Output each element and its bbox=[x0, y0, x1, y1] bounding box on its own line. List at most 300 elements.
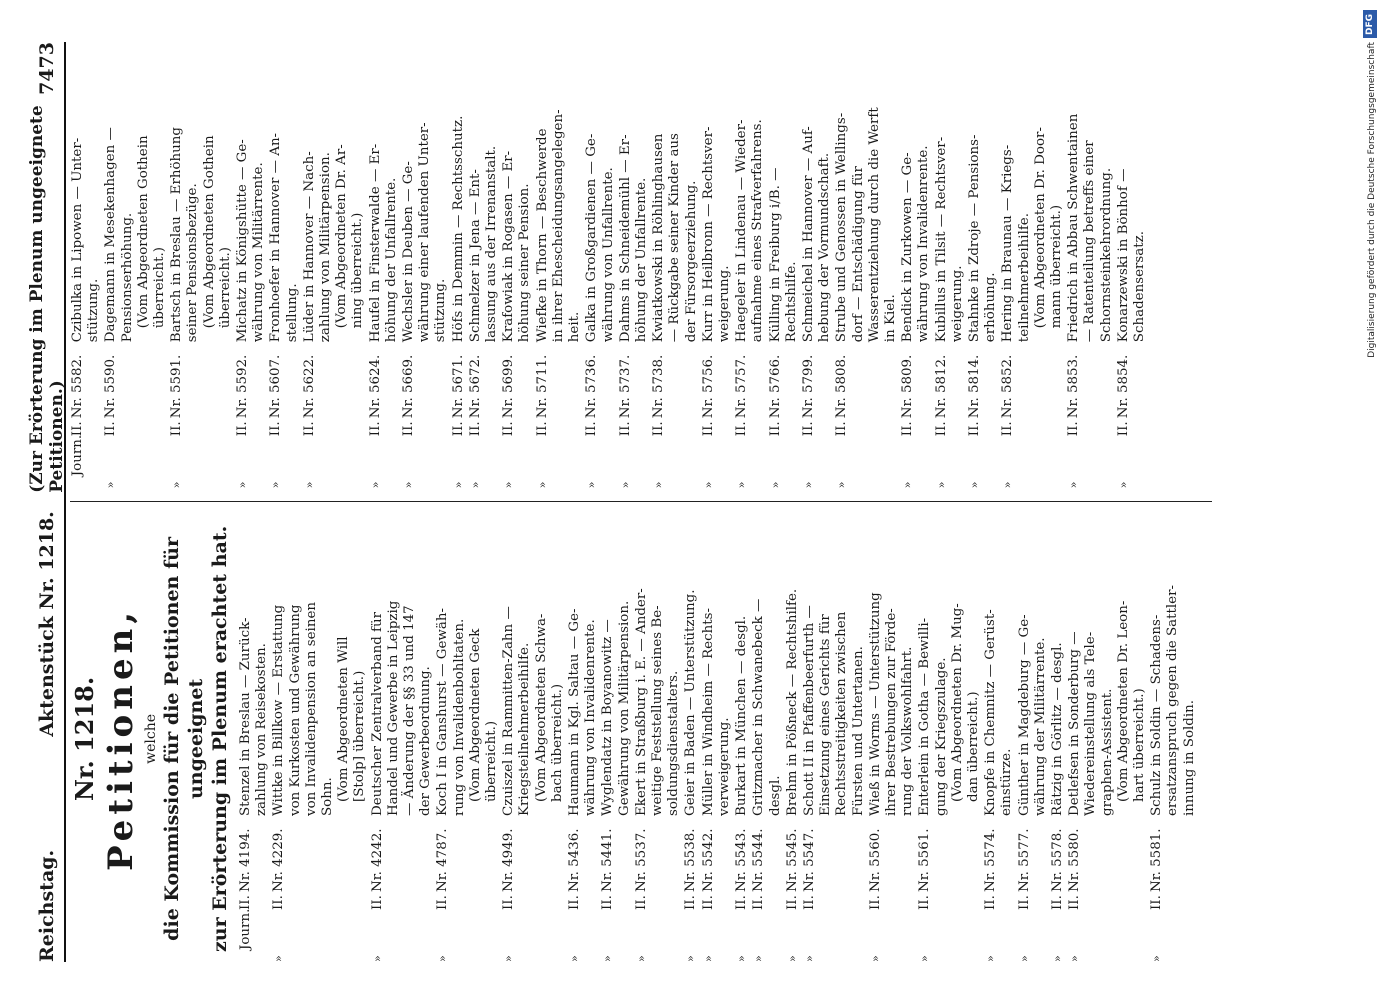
petition-entry bbox=[917, 516, 982, 962]
petition-line: Handel und Gewerbe in Leipzig bbox=[385, 600, 401, 816]
petition-text bbox=[900, 42, 932, 342]
petition-line: stützung. bbox=[433, 278, 449, 343]
journal-label bbox=[768, 436, 800, 476]
petition-entry bbox=[634, 516, 683, 962]
petition-line: Schadensersatz. bbox=[1132, 231, 1147, 343]
petition-entry bbox=[103, 42, 168, 488]
petition-entry bbox=[501, 516, 566, 962]
digitization-note: Digitalisierung gefördert durch die Deutsche Forschungsgemeinschaft bbox=[1367, 42, 1377, 358]
petition-entry bbox=[785, 516, 801, 962]
petition-text bbox=[1149, 516, 1198, 816]
journal-volume: II. bbox=[784, 895, 800, 910]
ditto-mark bbox=[70, 476, 102, 488]
petition-line: Kurr in Heilbronn — Rechtsver- bbox=[700, 126, 716, 343]
journal-volume: II. bbox=[617, 421, 633, 437]
petition-number: Nr. 5854. bbox=[1115, 354, 1131, 419]
petition-line: Krafowiak in Rogasen — Er- bbox=[501, 150, 517, 343]
petition-line: Czuiszel in Rammitten-Zahn — bbox=[501, 606, 517, 816]
petition-line: Strube und Genossen in Wellings- bbox=[834, 112, 850, 343]
petition-text bbox=[967, 42, 999, 342]
journal-label bbox=[1116, 436, 1148, 476]
petition-text bbox=[983, 516, 1015, 816]
journal-volume: II. bbox=[501, 895, 517, 910]
petition-number: Nr. 5607. bbox=[268, 354, 284, 419]
petition-line: Pensionserhöhung. bbox=[119, 212, 135, 343]
petition-line: in Kiel. bbox=[882, 294, 898, 343]
journal-label bbox=[734, 910, 750, 950]
petition-number: Nr. 5590. bbox=[103, 354, 119, 419]
petition-entry bbox=[169, 42, 234, 488]
journal-label bbox=[535, 436, 584, 476]
petition-text bbox=[802, 516, 867, 816]
ditto-mark: » bbox=[502, 955, 516, 962]
petition-line: Rechtshilfe. bbox=[783, 261, 799, 343]
petition-entry bbox=[70, 42, 102, 488]
header-aktenstueck: Aktenstück Nr. 1218. bbox=[36, 511, 58, 737]
petition-number: Nr. 5669. bbox=[401, 354, 417, 419]
petition-line: graphen-Assistent. bbox=[1099, 688, 1115, 816]
ditto-mark: » bbox=[735, 955, 749, 962]
petition-text bbox=[934, 42, 966, 342]
petition-text bbox=[370, 516, 435, 816]
journal-volume: II. bbox=[1000, 421, 1016, 437]
ditto-mark: » bbox=[1116, 481, 1130, 489]
petition-line: Wittke in Billkow — Erstattung bbox=[271, 604, 287, 816]
petition-line: teilnehmerbeihilfe. bbox=[1016, 213, 1032, 343]
petition-entry bbox=[368, 42, 400, 488]
journal-label bbox=[1000, 436, 1065, 476]
petition-number: Nr. 4229. bbox=[271, 828, 287, 892]
ditto-mark: » bbox=[802, 955, 816, 962]
journal-volume: II. bbox=[1115, 421, 1131, 437]
journal-label bbox=[651, 436, 700, 476]
ditto-mark: » bbox=[768, 481, 782, 489]
petition-presenter: hart überreicht.) bbox=[1131, 688, 1147, 802]
petition-number: Nr. 5582. bbox=[70, 354, 85, 419]
petition-line: Gritzmacher in Schwanebeck — bbox=[751, 598, 767, 816]
journal-volume: II. bbox=[271, 895, 287, 910]
petition-line: währung von Invalidenrente. bbox=[583, 619, 599, 816]
petition-number: Nr. 5542. bbox=[700, 828, 716, 892]
petition-number: Nr. 5591. bbox=[169, 354, 185, 419]
journal-volume: II. bbox=[401, 421, 417, 437]
journal-label bbox=[983, 910, 1015, 950]
petition-entry bbox=[701, 42, 733, 488]
petition-entry bbox=[802, 516, 867, 962]
petition-text bbox=[535, 42, 584, 342]
digitization-sidebar bbox=[1359, 10, 1379, 390]
petition-presenter: (Vom Abgeordneten Gothein bbox=[135, 135, 151, 329]
petition-line: Wiefke in Thorn — Beschwerde bbox=[534, 128, 550, 343]
petition-presenter: (Vom Abgeordneten Geck bbox=[467, 628, 483, 802]
petition-text bbox=[801, 42, 833, 342]
petition-line: Geier in Baden — Unterstützung. bbox=[683, 589, 699, 816]
petition-number: Nr. 5672. bbox=[467, 354, 483, 419]
petition-line: Michatz in Königshütte — Ge- bbox=[235, 139, 251, 343]
journal-label bbox=[501, 436, 533, 476]
journal-label bbox=[1067, 910, 1148, 950]
ditto-mark: » bbox=[901, 481, 915, 489]
journal-volume: II. bbox=[933, 421, 949, 437]
journal-volume: II. bbox=[966, 421, 982, 437]
journal-volume: II. bbox=[501, 421, 517, 437]
petition-line: Konarzewski in Bönhof — bbox=[1115, 168, 1131, 343]
petition-line: Wyglendatz in Boyanowitz — bbox=[600, 619, 616, 816]
ditto-mark: » bbox=[1017, 955, 1031, 962]
document-welche: welche bbox=[143, 713, 159, 764]
petition-entry bbox=[683, 516, 699, 962]
petition-line: währung von Invalidenrente. bbox=[916, 145, 932, 343]
petition-line: Rätzig in Görlitz — desgl. bbox=[1049, 642, 1065, 816]
petition-number: Nr. 5436. bbox=[567, 828, 583, 892]
petition-text bbox=[1067, 516, 1148, 816]
petition-line: Detlefsen in Sonderburg — bbox=[1067, 631, 1083, 816]
ditto-mark bbox=[238, 950, 270, 962]
dfg-logo: DFG bbox=[1363, 10, 1377, 38]
petition-number: Nr. 5441. bbox=[600, 828, 616, 892]
petition-text bbox=[435, 516, 500, 816]
petition-text bbox=[584, 42, 616, 342]
petition-entry bbox=[370, 516, 435, 962]
petition-number: Nr. 5799. bbox=[800, 354, 816, 419]
ditto-mark: » bbox=[272, 955, 286, 962]
journal-label bbox=[235, 436, 267, 476]
petition-number: Nr. 5808. bbox=[834, 354, 850, 419]
journal-volume: II. bbox=[1049, 895, 1065, 910]
journal-label bbox=[368, 436, 400, 476]
journal-volume: II. bbox=[1066, 421, 1082, 437]
petition-entry bbox=[768, 42, 800, 488]
petition-text bbox=[70, 42, 102, 342]
petition-line: innung in Soldin. bbox=[1181, 699, 1197, 816]
journal-label bbox=[302, 436, 367, 476]
journal-label bbox=[501, 910, 566, 950]
petition-text bbox=[751, 516, 783, 816]
petition-line: Brehm in Pößneck — Rechtshilfe. bbox=[784, 588, 800, 816]
petition-number: Nr. 5538. bbox=[683, 828, 699, 892]
petition-entry bbox=[468, 42, 500, 488]
petition-line: Galka in Großgardienen — Ge- bbox=[584, 133, 600, 343]
journal-volume: II. bbox=[1149, 895, 1165, 910]
journal-label bbox=[271, 910, 368, 950]
petition-line: währung der Militärrente. bbox=[1032, 637, 1048, 816]
petition-line: desgl. bbox=[767, 775, 783, 816]
petition-text bbox=[634, 516, 683, 816]
petition-line: von Invalidenpension an seinen bbox=[303, 602, 319, 816]
petition-number: Nr. 5736. bbox=[584, 354, 600, 419]
petition-entry bbox=[268, 42, 300, 488]
journal-volume: II. bbox=[169, 421, 185, 437]
petition-text bbox=[271, 516, 368, 816]
petition-entry bbox=[435, 516, 500, 962]
petition-line: Sohn. bbox=[320, 777, 336, 816]
petition-number: Nr. 5537. bbox=[633, 828, 649, 892]
journal-label bbox=[868, 910, 917, 950]
petition-line: währung von Militärrente. bbox=[251, 162, 267, 343]
petition-line: Schmelzer in Jena — Ent- bbox=[467, 169, 483, 343]
petition-entry bbox=[701, 516, 733, 962]
journal-volume: II. bbox=[238, 895, 253, 910]
petition-line: Friedrich in Abbau Schwentainen bbox=[1066, 113, 1082, 343]
petition-presenter: überreicht.) bbox=[152, 247, 168, 329]
journal-volume: II. bbox=[584, 421, 600, 437]
journal-volume: II. bbox=[369, 895, 385, 910]
petition-presenter: (Vom Abgeordneten Schwa- bbox=[533, 613, 549, 802]
document-heading: Petitionen, bbox=[101, 606, 141, 871]
petition-line: Külling in Freiburg i/B. — bbox=[767, 167, 783, 343]
petition-line: Stahnke in Zdroje — Pensions- bbox=[966, 134, 982, 343]
petition-presenter: (Vom Abgeordneten Will bbox=[336, 636, 352, 802]
petition-line: verweigerung. bbox=[716, 717, 732, 816]
journal-volume: II. bbox=[567, 895, 583, 910]
petition-number: Nr. 4194. bbox=[238, 828, 253, 892]
ditto-mark: » bbox=[535, 481, 549, 489]
ditto-mark: » bbox=[634, 955, 648, 962]
petition-presenter: bach überreicht.) bbox=[549, 683, 565, 802]
petition-entry bbox=[451, 42, 467, 488]
petition-line: Schornsteinkehrordnung. bbox=[1098, 167, 1114, 343]
ditto-mark: » bbox=[984, 955, 998, 962]
petition-text bbox=[567, 516, 599, 816]
petition-text bbox=[1066, 42, 1115, 342]
petition-text bbox=[368, 42, 400, 342]
journal-volume: II. bbox=[450, 421, 466, 437]
petition-entry bbox=[1017, 516, 1049, 962]
petition-line: Fronhoefer in Hannover — An- bbox=[268, 132, 284, 343]
journal-label bbox=[701, 436, 733, 476]
petition-number: Nr. 5757. bbox=[734, 354, 750, 419]
journal-label bbox=[751, 910, 783, 950]
petition-number: Nr. 5852. bbox=[1000, 354, 1016, 419]
journal-volume: II. bbox=[867, 895, 883, 910]
petition-line: Bendick in Zurkowen — Ge- bbox=[900, 152, 916, 343]
petition-entry bbox=[651, 42, 700, 488]
ditto-mark: » bbox=[801, 481, 815, 489]
ditto-mark: » bbox=[402, 481, 416, 489]
petition-presenter: (Vom Abgeordneten Gothein bbox=[201, 135, 217, 329]
ditto-mark: » bbox=[701, 955, 715, 962]
journal-volume: II. bbox=[651, 421, 667, 437]
ditto-mark: » bbox=[752, 955, 766, 962]
ditto-mark: » bbox=[735, 481, 749, 489]
ditto-mark: » bbox=[568, 955, 582, 962]
petition-number: Nr. 5812. bbox=[933, 354, 949, 419]
page-header bbox=[27, 42, 67, 962]
petition-line: Schott II in Pfaffenbeerfurth — bbox=[801, 605, 817, 816]
journal-volume: II. bbox=[367, 421, 383, 437]
petition-entry bbox=[302, 42, 367, 488]
journal-volume: II. bbox=[1067, 895, 1083, 910]
petition-text bbox=[768, 42, 800, 342]
petition-entry bbox=[1066, 42, 1115, 488]
petition-line: Dahms in Schneidemühl — Er- bbox=[617, 134, 633, 343]
petition-line: ihrer Bestrebungen zur Förde- bbox=[883, 608, 899, 816]
journal-label bbox=[967, 436, 999, 476]
petition-line: Lüder in Hannover — Nach- bbox=[301, 151, 317, 343]
petition-number: Nr. 5581. bbox=[1149, 828, 1165, 892]
petition-line: von Kurkosten und Gewährung bbox=[287, 604, 303, 816]
petition-number: Nr. 5738. bbox=[651, 354, 667, 419]
ditto-mark: » bbox=[1067, 481, 1081, 489]
journal-volume: II. bbox=[534, 421, 550, 437]
petition-line: Schmeichel in Hannover — Auf- bbox=[800, 126, 816, 343]
petition-line: zahlung von Militärpension. bbox=[318, 152, 334, 343]
journal-label bbox=[802, 910, 867, 950]
ditto-mark: » bbox=[302, 481, 316, 489]
petition-presenter: (Vom Abgeordneten Dr. Ar- bbox=[334, 144, 350, 329]
petition-number: Nr. 5545. bbox=[784, 828, 800, 892]
journal-volume: II. bbox=[103, 421, 119, 437]
petition-line: zahlung von Reisekosten. bbox=[254, 643, 270, 816]
petition-line: Koch I in Ganshurst — Gewäh- bbox=[435, 608, 451, 816]
ditto-mark: » bbox=[1050, 955, 1064, 962]
journal-label bbox=[1066, 436, 1115, 476]
petition-number: Nr. 5766. bbox=[767, 354, 783, 419]
journal-label bbox=[618, 436, 650, 476]
petition-text bbox=[103, 42, 168, 342]
petition-text bbox=[734, 42, 766, 342]
petition-line: Haegeler in Lindenau — Wieder- bbox=[734, 119, 750, 343]
petition-text bbox=[235, 42, 267, 342]
header-reichstag: Reichstag. bbox=[36, 849, 58, 962]
petition-text bbox=[734, 516, 750, 816]
petition-text bbox=[501, 516, 566, 816]
petition-line: Stenzel in Breslau — Zurück- bbox=[238, 617, 253, 816]
journal-label bbox=[734, 436, 766, 476]
journal-label bbox=[1050, 910, 1066, 950]
journal-volume: II. bbox=[800, 421, 816, 437]
petition-line: Kwiatkowski in Röhlinghausen bbox=[651, 133, 667, 343]
petition-line: höhung der Unfallrente. bbox=[633, 177, 649, 343]
journal-label bbox=[785, 910, 801, 950]
ditto-mark: » bbox=[236, 481, 250, 489]
journal-volume: II. bbox=[683, 895, 699, 910]
petition-line: weigerung. bbox=[949, 265, 965, 343]
petition-number: Nr. 5756. bbox=[700, 354, 716, 419]
petition-number: Nr. 5699. bbox=[501, 354, 517, 419]
petition-line: Wieß in Worms — Unterstützung bbox=[867, 592, 883, 816]
petition-line: dorf — Entschädigung für bbox=[850, 166, 866, 343]
petition-line: der Gewerbeordnung. bbox=[418, 666, 434, 816]
journal-label bbox=[683, 910, 699, 950]
petition-entry bbox=[501, 42, 533, 488]
petition-line: Czibulka in Lipowen — Unter- bbox=[70, 137, 85, 343]
petition-text bbox=[451, 42, 467, 342]
ditto-mark: » bbox=[1068, 955, 1082, 962]
ditto-mark: » bbox=[502, 481, 516, 489]
petition-line: Haufel in Finsterwalde — Er- bbox=[367, 143, 383, 343]
petition-text bbox=[468, 42, 500, 342]
petition-text bbox=[618, 42, 650, 342]
journal-volume: II. bbox=[834, 421, 850, 437]
petition-line: lassung aus der Irrenanstalt. bbox=[484, 145, 500, 343]
ditto-mark: » bbox=[618, 481, 632, 489]
petition-presenter: dan überreicht.) bbox=[965, 691, 981, 802]
petition-line: Müller in Windheim — Rechts- bbox=[700, 608, 716, 816]
document-description-2: zur Erörterung im Plenum erachtet hat. bbox=[209, 525, 231, 953]
petition-line: Wasserentziehung durch die Werft bbox=[866, 107, 882, 343]
journal-volume: II. bbox=[600, 895, 616, 910]
petition-line: rung der Volkswohlfahrt. bbox=[900, 646, 916, 816]
journal-volume: II. bbox=[983, 895, 999, 910]
petition-line: Hering in Braunau — Kriegs- bbox=[1000, 144, 1016, 343]
petition-line: höhung seiner Pension. bbox=[517, 183, 533, 343]
ditto-mark: » bbox=[370, 955, 384, 962]
petition-entry bbox=[1149, 516, 1198, 962]
journal-volume: II. bbox=[268, 421, 284, 437]
petition-number: Nr. 5560. bbox=[867, 828, 883, 892]
journal-volume: II. bbox=[435, 895, 451, 910]
journal-label bbox=[567, 910, 599, 950]
journal-label: Journ. bbox=[238, 908, 253, 950]
journal-volume: II. bbox=[235, 421, 251, 437]
ditto-mark: » bbox=[1150, 955, 1164, 962]
journal-label bbox=[1149, 910, 1198, 950]
petition-line: Schulz in Soldin — Schadens- bbox=[1149, 614, 1165, 816]
journal-volume: II. bbox=[633, 895, 649, 910]
journal-label bbox=[917, 910, 982, 950]
petition-line: Günther in Magdeburg — Ge- bbox=[1016, 614, 1032, 816]
journal-volume: II. bbox=[700, 421, 716, 437]
petition-line: Wechsler in Deuben — Ge- bbox=[401, 161, 417, 343]
petition-presenter: (Vom Abgeordneten Dr. Mug- bbox=[949, 603, 965, 802]
header-section-title: (Zur Erörterung im Plenum ungeeignete Petitionen.) bbox=[27, 105, 67, 493]
petition-entry bbox=[1000, 42, 1065, 488]
ditto-mark: » bbox=[170, 481, 184, 489]
ditto-mark: » bbox=[868, 955, 882, 962]
left-petition-list bbox=[238, 516, 1198, 962]
petition-entry bbox=[734, 516, 750, 962]
petition-number: Nr. 5809. bbox=[900, 354, 916, 419]
petition-line: Rechtsstreitigkeiten zwischen bbox=[834, 611, 850, 816]
petition-text bbox=[683, 516, 699, 816]
petition-number: Nr. 5580. bbox=[1067, 828, 1083, 892]
journal-label bbox=[634, 910, 683, 950]
petition-entry bbox=[238, 516, 270, 962]
petition-number: Nr. 5853. bbox=[1066, 354, 1082, 419]
petition-line: währung einer laufenden Unter- bbox=[417, 122, 433, 343]
journal-label bbox=[834, 436, 899, 476]
petition-line: Wiedereinstellung als Tele- bbox=[1083, 631, 1099, 816]
petition-number: Nr. 5544. bbox=[751, 828, 767, 892]
petition-entry bbox=[584, 42, 616, 488]
petition-line: weigerung. bbox=[716, 265, 732, 343]
petition-presenter: (Vom Abgeordneten Dr. Door- bbox=[1032, 127, 1048, 329]
ditto-mark: » bbox=[652, 481, 666, 489]
petition-entry bbox=[401, 42, 450, 488]
petition-entry bbox=[1116, 42, 1148, 488]
petition-line: seiner Pensionsbezüge. bbox=[185, 183, 201, 343]
petition-entry bbox=[801, 42, 833, 488]
petition-text bbox=[238, 516, 270, 816]
journal-label bbox=[934, 436, 966, 476]
petition-line: in ihrer Ehescheidungsangelegen- bbox=[550, 109, 566, 343]
petition-line: Kubillus in Tilsit — Rechtsver- bbox=[933, 136, 949, 343]
petition-entry bbox=[967, 42, 999, 488]
petition-line: einstürze. bbox=[999, 748, 1015, 816]
petition-line: höhung der Unfallrente. bbox=[383, 177, 399, 343]
petition-line: Fürsten und Untertanen. bbox=[850, 646, 866, 816]
journal-label bbox=[103, 436, 168, 476]
ditto-mark: » bbox=[835, 481, 849, 489]
ditto-mark: » bbox=[684, 955, 698, 962]
ditto-mark: » bbox=[701, 481, 715, 489]
journal-label bbox=[268, 436, 300, 476]
petition-presenter: mann überreicht.) bbox=[1048, 204, 1064, 329]
petition-entry bbox=[567, 516, 599, 962]
ditto-mark: » bbox=[585, 481, 599, 489]
journal-volume: II. bbox=[301, 421, 317, 437]
